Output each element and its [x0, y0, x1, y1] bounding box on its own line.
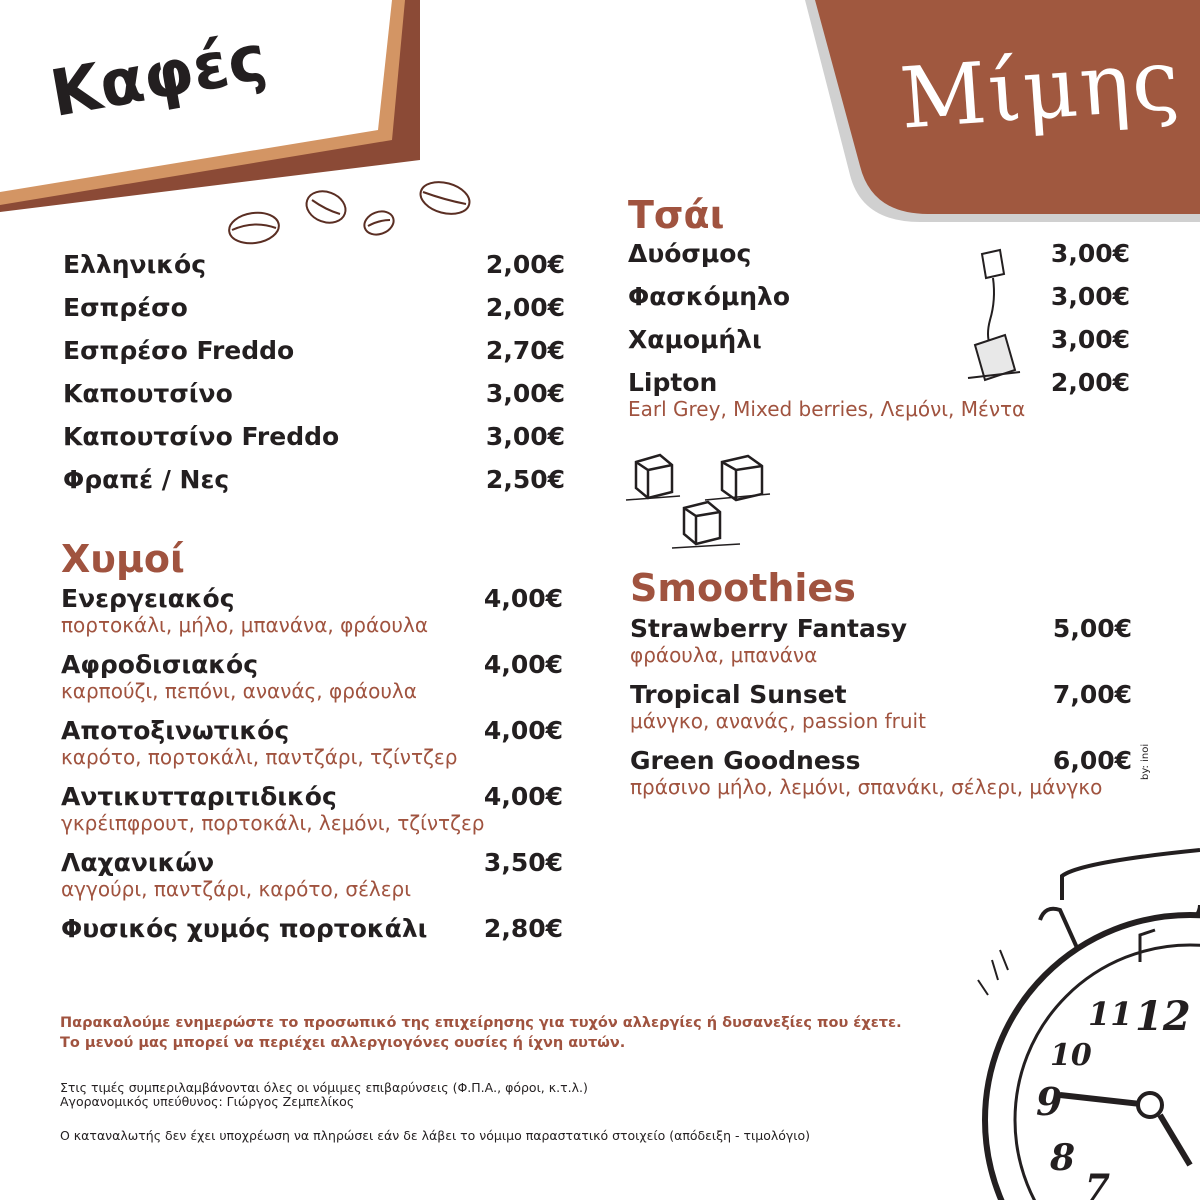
menu-row — [61, 650, 563, 679]
item-name: Φραπέ / Νες — [63, 465, 230, 494]
item-price: 3,50€ — [483, 848, 563, 877]
svg-text:12: 12 — [1135, 993, 1191, 1040]
menu-row — [63, 379, 565, 408]
menu-row — [61, 782, 563, 811]
item-name: Lipton — [628, 368, 718, 397]
item-price: 2,80€ — [483, 914, 563, 943]
menu-row — [63, 250, 565, 279]
item-name: Green Goodness — [630, 746, 861, 775]
item-price: 4,00€ — [483, 650, 563, 679]
tea-section-title: Τσάι — [628, 193, 725, 237]
item-price: 6,00€ — [1052, 746, 1132, 775]
item-price: 3,00€ — [485, 379, 565, 408]
menu-row — [628, 239, 1130, 268]
item-name: Ελληνικός — [63, 250, 207, 279]
menu-row — [61, 584, 563, 613]
item-price: 2,00€ — [485, 293, 565, 322]
item-price: 2,00€ — [1050, 368, 1130, 397]
menu-row — [61, 716, 563, 745]
item-name: Δυόσμος — [628, 239, 752, 268]
svg-text:8: 8 — [1050, 1137, 1076, 1179]
smoothies-section-title: Smoothies — [630, 566, 856, 610]
coffee-beans-icon — [227, 177, 473, 246]
item-description: μάνγκο, ανανάς, passion fruit — [630, 709, 926, 733]
item-description: καρότο, πορτοκάλι, παντζάρι, τζίντζερ — [61, 745, 458, 769]
brand-name: Μίμης — [896, 30, 1184, 148]
item-description: πορτοκάλι, μήλο, μπανάνα, φράουλα — [61, 613, 429, 637]
item-price: 4,00€ — [483, 584, 563, 613]
svg-text:10: 10 — [1050, 1038, 1092, 1073]
item-name: Καπουτσίνο — [63, 379, 233, 408]
receipt-notice: Ο καταναλωτής δεν έχει υποχρέωση να πληρώσει εάν δε λάβει το νόμιμο παραστατικό στοιχείο (απόδειξη - τιμολόγιο) — [60, 1128, 811, 1143]
menu-row — [63, 422, 565, 451]
tea-bag-icon — [968, 250, 1020, 380]
item-description: Earl Grey, Mixed berries, Λεμόνι, Μέντα — [628, 397, 1026, 421]
item-name: Ενεργειακός — [61, 584, 235, 613]
menu-row — [628, 368, 1130, 397]
item-price: 4,00€ — [483, 782, 563, 811]
svg-text:9: 9 — [1036, 1079, 1063, 1124]
item-name: Αποτοξινωτικός — [61, 716, 290, 745]
svg-text:7: 7 — [1085, 1167, 1111, 1200]
menu-row — [630, 680, 1132, 709]
menu-row — [61, 848, 563, 877]
item-price: 3,00€ — [1050, 282, 1130, 311]
item-description: καρπούζι, πεπόνι, ανανάς, φράουλα — [61, 679, 417, 703]
item-name: Αντικυτταριτιδικός — [61, 782, 337, 811]
menu-row — [61, 914, 563, 943]
designer-credit: by: inoi — [1140, 743, 1151, 780]
item-description: αγγούρι, παντζάρι, καρότο, σέλερι — [61, 877, 412, 901]
menu-row — [628, 325, 1130, 354]
item-price: 2,50€ — [485, 465, 565, 494]
allergy-notice: Το μενού μας μπορεί να περιέχει αλλεργιογόνες ουσίες ή ίχνη αυτών. — [60, 1035, 626, 1051]
item-name: Εσπρέσο — [63, 293, 188, 322]
juices-section-title: Χυμοί — [61, 537, 185, 581]
item-name: Χαμομήλι — [628, 325, 762, 354]
menu-row — [63, 336, 565, 365]
item-description: γκρέιπφρουτ, πορτοκάλι, λεμόνι, τζίντζερ — [61, 811, 485, 835]
item-price: 7,00€ — [1052, 680, 1132, 709]
allergy-notice: Παρακαλούμε ενημερώστε το προσωπικό της επιχείρησης για τυχόν αλλεργίες ή δυσανεξίες που έχετε. — [60, 1015, 902, 1031]
item-name: Strawberry Fantasy — [630, 614, 908, 643]
coffee-section-title: Καφές — [45, 21, 272, 133]
menu-row — [628, 282, 1130, 311]
item-price: 2,00€ — [485, 250, 565, 279]
item-description: πράσινο μήλο, λεμόνι, σπανάκι, σέλερι, μάνγκο — [630, 775, 1103, 799]
menu-row — [630, 614, 1132, 643]
item-name: Καπουτσίνο Freddo — [63, 422, 340, 451]
svg-text:11: 11 — [1088, 995, 1133, 1033]
item-name: Λαχανικών — [61, 848, 215, 877]
item-price: 3,00€ — [1050, 325, 1130, 354]
market-supervisor: Αγορανομικός υπεύθυνος: Γιώργος Ζεμπελίκος — [60, 1094, 355, 1109]
menu-row — [63, 465, 565, 494]
menu-row — [63, 293, 565, 322]
item-price: 3,00€ — [485, 422, 565, 451]
item-price: 2,70€ — [485, 336, 565, 365]
item-name: Tropical Sunset — [630, 680, 847, 709]
item-name: Αφροδισιακός — [61, 650, 259, 679]
item-description: φράουλα, μπανάνα — [630, 643, 818, 667]
menu-row — [630, 746, 1132, 775]
price-notice: Στις τιμές συμπεριλαμβάνονται όλες οι νόμιμες επιβαρύνσεις (Φ.Π.Α., φόροι, κ.τ.λ.) — [60, 1080, 588, 1095]
item-name: Φυσικός χυμός πορτοκάλι — [61, 914, 428, 943]
item-name: Εσπρέσο Freddo — [63, 336, 295, 365]
item-price: 3,00€ — [1050, 239, 1130, 268]
item-price: 5,00€ — [1052, 614, 1132, 643]
item-name: Φασκόμηλο — [628, 282, 791, 311]
item-price: 4,00€ — [483, 716, 563, 745]
sugar-cubes-icon — [626, 455, 770, 548]
